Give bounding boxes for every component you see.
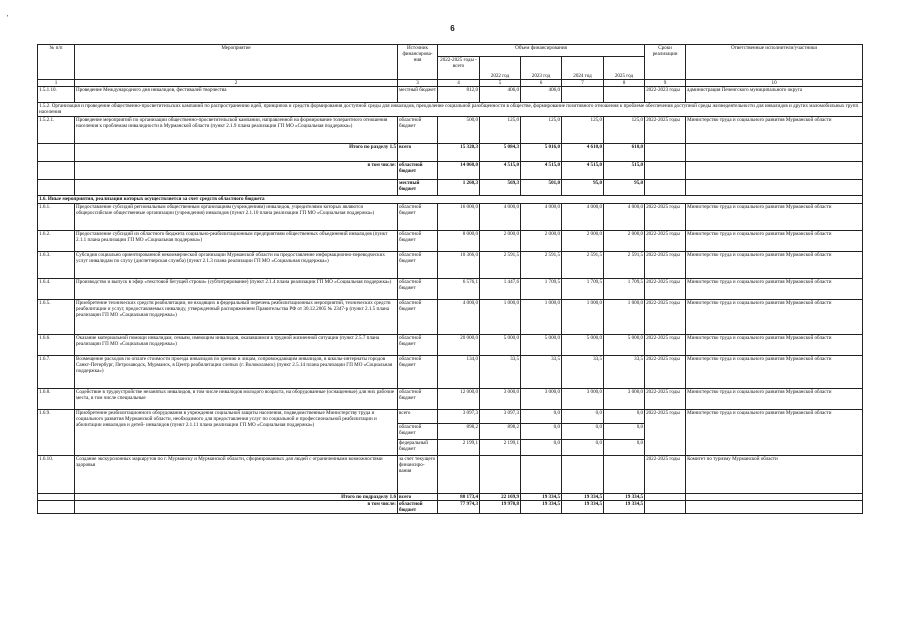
row-num: 1.5.2.1. (38, 117, 75, 144)
table-row (38, 456, 863, 494)
row-terms: 2022-2025 годы (645, 204, 686, 231)
row-responsible: Министерство труда и социального развития Мурманской области (686, 279, 863, 300)
total-2022: 569,3 (480, 180, 521, 196)
row-2024: 1 000,0 (562, 300, 604, 335)
row-2023: 125,0 (521, 117, 562, 144)
header-row (38, 45, 863, 57)
row-terms: 2022-2025 годы (645, 300, 686, 335)
row-total: 16 000,0 (438, 204, 480, 231)
row-2022: 2 199,1 (480, 440, 521, 456)
row-event: Предоставление субсидий региональным общественным организациям (учреждениям) инвалидов, учредителями которых являются общероссийские общественные организации (учреждения) инвалидов (пункт 2.1.10 плана реализации ГП МО «Социальная поддержка») (75, 204, 398, 231)
row-event: Субсидия социально ориентированной некоммерческой организации Мурманской области на предоставление информационно-переводческих услуг инвалидам по слуху (диспетчерская служба) (пункт 2.1.3 плана реализации ГП МО «Социальная поддержка») (75, 252, 398, 279)
col-number: 9 (645, 80, 686, 87)
row-terms: 2022-2025 годы (645, 252, 686, 279)
row-num: 1.6.3. (38, 252, 75, 279)
row-total: 500,0 (438, 117, 480, 144)
row-2025: 0,0 (604, 424, 645, 440)
section-heading-row (38, 196, 863, 204)
row-2024: 4 000,0 (562, 204, 604, 231)
row-num: 1.5.1.10. (38, 87, 75, 103)
table-row (38, 356, 863, 389)
row-2022: 3 097,3 (480, 410, 521, 424)
header-year-2022: 2022 год (480, 57, 521, 80)
total-source: областной бюджет (398, 162, 438, 180)
row-2025: 125,0 (604, 117, 645, 144)
row-2023: 0,0 (521, 440, 562, 456)
row-source: областной бюджет (398, 335, 438, 356)
row-2024: 0,0 (562, 440, 604, 456)
row-2022: 2 000,0 (480, 231, 521, 252)
row-2022: 2 591,5 (480, 252, 521, 279)
row-responsible: Комитет по туризму Мурманской области (686, 456, 863, 494)
row-source: областной бюджет (398, 231, 438, 252)
row-responsible: Министерство труда и социального развития Мурманской области (686, 117, 863, 144)
row-num: 1.6.10. (38, 456, 75, 494)
total-2024: 19 334,5 (562, 494, 604, 501)
row-2022: 4 000,0 (480, 204, 521, 231)
total-2022: 19 970,8 (480, 501, 521, 514)
row-terms: 2022-2025 годы (645, 335, 686, 356)
total-source: всего (398, 494, 438, 501)
row-source: за счет текущего финансиро-вания (398, 456, 438, 494)
row-event: Приобретение реабилитационного оборудования в учреждения социальной защиты населения, подведомственные Министерству труда и социального развития Мурманской области, необходимого для предоставления услуг по социальной и профессиональной реабилитации и абилитации инвалидов и детей- инвалидов (пункт 2.1.11 плана реализации ГП МО «Социальная поддержка») (75, 410, 398, 456)
row-2022: 125,0 (480, 117, 521, 144)
col-number: 1 (38, 80, 75, 87)
row-total: 6 576,1 (438, 279, 480, 300)
row-event: Предоставление субсидий из областного бюджета социально-реабилитационным предприятиям общественных объединений инвалидов (пункт 2.1.1 плана реализации ГП МО «Социальная поддержка») (75, 231, 398, 252)
row-terms: 2022-2025 годы (645, 117, 686, 144)
row-responsible: Министерство труда и социального развития Мурманской области (686, 389, 863, 410)
row-2023: 33,5 (521, 356, 562, 389)
row-2024: 33,5 (562, 356, 604, 389)
header-source: Источник финансирова-ния (398, 45, 438, 80)
total-sum: 15 320,3 (438, 144, 480, 162)
row-2025: 33,5 (604, 356, 645, 389)
row-source: областной бюджет (398, 300, 438, 335)
column-numbers-row (38, 80, 863, 87)
col-number: 8 (604, 80, 645, 87)
row-responsible: Министерство труда и социального развития Мурманской области (686, 252, 863, 279)
col-number: 2 (75, 80, 398, 87)
total-label: Итого по разделу 1.5 (75, 144, 398, 162)
row-2023: 3 000,0 (521, 389, 562, 410)
row-source: областной бюджет (398, 117, 438, 144)
row-num: 1.6.5. (38, 300, 75, 335)
total-2025: 95,0 (604, 180, 645, 196)
row-2023: 406,0 (521, 87, 562, 103)
total-2022: 4 515,0 (480, 162, 521, 180)
row-2022: 1 000,0 (480, 300, 521, 335)
row-responsible: Министерство труда и социального развития Мурманской области (686, 356, 863, 389)
total-row-16 (38, 494, 863, 501)
row-2023: 5 000,0 (521, 335, 562, 356)
total-2024: 95,0 (562, 180, 604, 196)
total-2025: 515,0 (604, 162, 645, 180)
total-2023: 19 334,5 (521, 494, 562, 501)
row-total: 12 000,0 (438, 389, 480, 410)
row-2025: 0,0 (604, 440, 645, 456)
row-event: Содействие в трудоустройстве незанятых инвалидов, в том числе инвалидов молодого возраста, на оборудованные (оснащенные) для них рабочие места, в том числе специальные (75, 389, 398, 410)
total-2022: 5 084,3 (480, 144, 521, 162)
table-row (38, 117, 863, 144)
row-2023: 2 000,0 (521, 231, 562, 252)
header-year-2024: 2024 год (562, 57, 604, 80)
row-2023: 0,0 (521, 410, 562, 424)
header-responsible: Ответственные исполнители/участники (686, 45, 863, 80)
row-responsible: Министерство труда и социального развития Мурманской области (686, 335, 863, 356)
row-num: 1.6.6. (38, 335, 75, 356)
edge-mark: ' (7, 14, 9, 22)
section-heading-16: 1.6. Иные мероприятия, реализация которых осуществляется за счет средств областного бюджета (38, 196, 863, 204)
header-event: Мероприятие (75, 45, 398, 80)
row-2023: 4 000,0 (521, 204, 562, 231)
row-2025: 0,0 (604, 410, 645, 424)
row-total: 2 199,1 (438, 440, 480, 456)
table-row (38, 87, 863, 103)
financing-table (37, 44, 863, 514)
total-label: Итого по подразделу 1.6 (75, 494, 398, 501)
row-2024: 125,0 (562, 117, 604, 144)
total-2024: 4 610,0 (562, 144, 604, 162)
row-2023: 0,0 (521, 424, 562, 440)
total-2024: 19 334,5 (562, 501, 604, 514)
row-num: 1.6.1. (38, 204, 75, 231)
row-2025: 2 591,5 (604, 252, 645, 279)
table-row (38, 389, 863, 410)
page-number: 6 (450, 24, 455, 33)
row-2024: 0,0 (562, 410, 604, 424)
row-responsible: администрация Печенгского муниципального округа (686, 87, 863, 103)
total-2023: 19 334,5 (521, 501, 562, 514)
row-num: 1.6.4. (38, 279, 75, 300)
row-2024: 0,0 (562, 424, 604, 440)
total-2025: 610,0 (604, 144, 645, 162)
col-number: 6 (521, 80, 562, 87)
row-event: Проведение Международного дня инвалидов, фестивалей творчества (75, 87, 398, 103)
row-event: Проведение мероприятий по организации общественно-просветительской кампании, направленной на формирование толерантного отношения населения к проблемам инвалидности в Мурманской области (пункт 2.1.9 плана реализации ГП МО «Социальная поддержка») (75, 117, 398, 144)
row-2022: 3 000,0 (480, 389, 521, 410)
table-row (38, 279, 863, 300)
row-total: 3 097,3 (438, 410, 480, 424)
total-2022: 22 169,9 (480, 494, 521, 501)
table-row (38, 410, 863, 424)
row-2022: 1 447,6 (480, 279, 521, 300)
table-row (38, 204, 863, 231)
row-source: областной бюджет (398, 389, 438, 410)
row-2022: 406,0 (480, 87, 521, 103)
total-sum: 77 974,3 (438, 501, 480, 514)
header-year-2023: 2023 год (521, 57, 562, 80)
row-total: 134,0 (438, 356, 480, 389)
header-terms: Сроки реализации (645, 45, 686, 80)
row-responsible: Министерство труда и социального развития Мурманской области (686, 410, 863, 456)
row-source: областной бюджет (398, 356, 438, 389)
row-terms: 2022-2025 годы (645, 356, 686, 389)
row-2024: 3 000,0 (562, 389, 604, 410)
row-total: 8 000,0 (438, 231, 480, 252)
row-responsible: Министерство труда и социального развития Мурманской области (686, 231, 863, 252)
row-source: областной бюджет (398, 424, 438, 440)
table-row (38, 231, 863, 252)
row-2022: 33,5 (480, 356, 521, 389)
row-2023: 1 000,0 (521, 300, 562, 335)
row-terms: 2022-2025 годы (645, 410, 686, 456)
header-num: № п/п (38, 45, 75, 80)
row-source: областной бюджет (398, 252, 438, 279)
total-sum: 80 173,4 (438, 494, 480, 501)
total-sum: 14 060,0 (438, 162, 480, 180)
row-terms: 2022-2025 годы (645, 231, 686, 252)
row-terms: 2022-2025 годы (645, 389, 686, 410)
total-incl-label: в том числе: (75, 501, 398, 514)
table-row (38, 252, 863, 279)
total-2025: 19 334,5 (604, 494, 645, 501)
row-terms: 2022-2025 годы (645, 456, 686, 494)
row-num: 1.6.2. (38, 231, 75, 252)
total-source: всего (398, 144, 438, 162)
row-terms: 2022-2025 годы (645, 279, 686, 300)
row-source: областной бюджет (398, 204, 438, 231)
header-year-2025: 2025 год (604, 57, 645, 80)
col-number: 3 (398, 80, 438, 87)
row-2022: 5 000,0 (480, 335, 521, 356)
row-2025: 1 709,5 (604, 279, 645, 300)
total-sum: 1 260,3 (438, 180, 480, 196)
total-sub-row (38, 162, 863, 180)
row-2022: 898,2 (480, 424, 521, 440)
table-row (38, 300, 863, 335)
table-row (38, 335, 863, 356)
row-2025: 5 000,0 (604, 335, 645, 356)
row-2023: 2 591,5 (521, 252, 562, 279)
section-heading-row (38, 103, 863, 117)
total-2025: 19 334,5 (604, 501, 645, 514)
row-event: Оказание материальной помощи инвалидам, семьям, имеющим инвалидов, оказавшимся в трудной жизненной ситуации (пункт 2.5.7 плана реализации ГП МО «Социальная поддержка») (75, 335, 398, 356)
row-source: местный бюджет (398, 87, 438, 103)
row-2025: 3 000,0 (604, 389, 645, 410)
total-2023: 5 016,0 (521, 144, 562, 162)
row-total: 10 366,0 (438, 252, 480, 279)
row-responsible: Министерство труда и социального развития Мурманской области (686, 204, 863, 231)
total-incl-label: в том числе: (75, 162, 398, 180)
row-2023: 1 709,5 (521, 279, 562, 300)
row-responsible: Министерство труда и социального развития Мурманской области (686, 300, 863, 335)
total-2023: 4 515,0 (521, 162, 562, 180)
total-sub-row (38, 180, 863, 196)
col-number: 5 (480, 80, 521, 87)
total-2023: 501,0 (521, 180, 562, 196)
total-2024: 4 515,0 (562, 162, 604, 180)
row-event: Создание экскурсионных маршрутов по г. Мурманску и Мурманской области, сформированных для людей с ограниченными возможностями здоровья (75, 456, 398, 494)
total-sub-row (38, 501, 863, 514)
row-total: 898,2 (438, 424, 480, 440)
section-heading-152: 1.5.2. Организация и проведение общественно-просветительских кампаний по распространению идей, принципов и средств формирования доступной среды для инвалидов, преодоление социальной разобщенности в обществе, формирование позитивного отношения к проблеме обеспечения доступной среды жизнедеятельности для инвалидов и других маломобильных групп населения (38, 103, 863, 117)
row-2024: 1 709,5 (562, 279, 604, 300)
col-number: 4 (438, 80, 480, 87)
row-2025: 1 000,0 (604, 300, 645, 335)
row-2025: 2 000,0 (604, 231, 645, 252)
row-total: 4 000,0 (438, 300, 480, 335)
row-total: 20 000,0 (438, 335, 480, 356)
row-terms: 2022-2023 годы (645, 87, 686, 103)
row-2024 (562, 87, 604, 103)
col-number: 10 (686, 80, 863, 87)
row-num: 1.6.8. (38, 389, 75, 410)
header-volume: Объем финансирования (438, 45, 645, 57)
row-2024: 2 000,0 (562, 231, 604, 252)
row-event: Возмещение расходов по оплате стоимости проезда инвалидов по зрению и лицам, сопровождающим инвалидов, в школы-интернаты городов Санкт-Петербург, Петрозаводск, Мурманск, в Центр реабилитации слепых (г. Волоколамск) (пункт 2.5.14 плана реализации ГП МО «Социальная поддержка») (75, 356, 398, 389)
row-num: 1.6.9. (38, 410, 75, 456)
row-event: Производство и выпуск в эфир «текстовой бегущей строки» (субтитрирование) (пункт 2.1.4 плана реализации ГП МО «Социальная поддержка») (75, 279, 398, 300)
row-source: федеральный бюджет (398, 440, 438, 456)
row-2024: 2 591,5 (562, 252, 604, 279)
row-event: Приобретение технических средств реабилитации, не входящих в федеральный перечень реабилитационных мероприятий, технических средств реабилитации и услуг, предоставляемых инвалиду, утвержденный распоряжением Правительства РФ от 30.12.2005 № 2347-р (пункт 2.1.5 плана реализации ГП МО «Социальная поддержка») (75, 300, 398, 335)
row-num: 1.6.7. (38, 356, 75, 389)
header-total: 2022-2025 годы - всего (438, 57, 480, 80)
total-row-15 (38, 144, 863, 162)
row-total: 812,0 (438, 87, 480, 103)
total-source: областной бюджет (398, 501, 438, 514)
row-2025: 4 000,0 (604, 204, 645, 231)
row-2024: 5 000,0 (562, 335, 604, 356)
total-source: местный бюджет (398, 180, 438, 196)
row-2025 (604, 87, 645, 103)
financing-table-sheet (37, 44, 863, 514)
row-source: областной бюджет (398, 279, 438, 300)
row-source: всего (398, 410, 438, 424)
col-number: 7 (562, 80, 604, 87)
